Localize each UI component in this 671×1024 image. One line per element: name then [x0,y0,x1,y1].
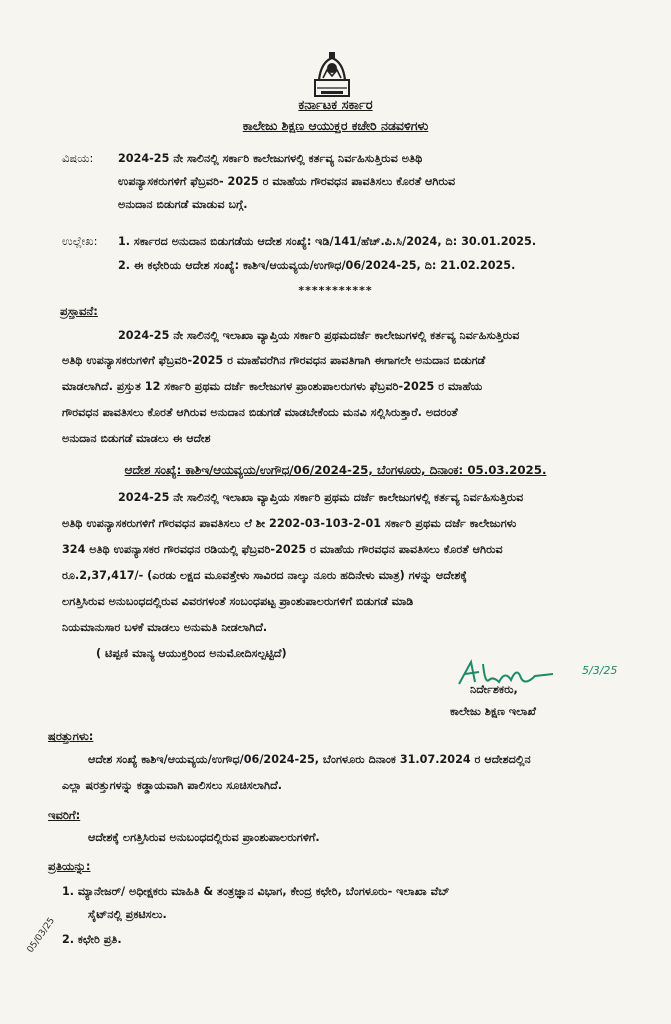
order-line-4: ರೂ.2,37,417/- (ಎರಡು ಲಕ್ಷದ ಮೂವತ್ತೇಳು ಸಾವಿರದ ನಾಲ್ಕು ನೂರು ಹದಿನೇಳು ಮಾತ್ರ) ಗಳನ್ನು ಆದೇಶಕ್ಕೆ [62,569,467,582]
subject-line-1: 2024-25 ನೇ ಸಾಲಿನಲ್ಲಿ ಸರ್ಕಾರಿ ಕಾಲೇಜುಗಳಲ್ಲಿ ಕರ್ತವ್ಯ ನಿರ್ವಹಿಸುತ್ತಿರುವ ಅತಿಥಿ [118,152,423,165]
reference-label: ಉಲ್ಲೇಖ: [62,234,98,248]
preamble-label: ಪ್ರಸ್ತಾವನೆ: [60,304,98,318]
copies-item-2: 2. ಕಛೇರಿ ಪ್ರತಿ. [62,933,122,946]
preamble-line-5: ಅನುದಾನ ಬಿಡುಗಡೆ ಮಾಡಲು ಈ ಆದೇಶ [62,432,211,445]
conditions-line-2: ಎಲ್ಲಾ ಷರತ್ತುಗಳನ್ನು ಕಡ್ಡಾಯವಾಗಿ ಪಾಲಿಸಲು ಸೂಚಿಸಲಾಗಿದೆ. [62,779,283,792]
subject-line-3: ಅನುದಾನ ಬಿಡುಗಡೆ ಮಾಡುವ ಬಗ್ಗೆ. [118,198,248,211]
order-number-title: ಆದೇಶ ಸಂಖ್ಯೆ: ಕಾಶಿಇ/ಆಯವ್ಯಯ/ಉಗೌಧ/06/2024-25, ಬೆಂಗಳೂರು, ದಿನಾಂಕ: 05.03.2025. [124,463,547,477]
signatory-office: ಕಾಲೇಜು ಶಿಕ್ಷಣ ಇಲಾಖೆ [450,705,536,718]
order-note: ( ಟಿಪ್ಪಣಿ ಮಾನ್ಯ ಆಯುಕ್ತರಿಂದ ಅನುಮೋದಿಸಲ್ಪಟ್ಟಿದೆ) [96,647,287,660]
state-emblem-icon [309,50,355,100]
order-line-2: ಅತಿಥಿ ಉಪನ್ಯಾಸಕರುಗಳಿಗೆ ಗೌರವಧನ ಪಾವತಿಸಲು ಲೆ ಶೀ 2202-03-103-2-01 ಸರ್ಕಾರಿ ಪ್ರಥಮ ದರ್ಜೆ ಕಾಲೇಜುಗಳು [62,517,517,530]
copies-item-1-line-1: 1. ಮ್ಯಾನೇಜರ್/ ಅಧೀಕ್ಷಕರು ಮಾಹಿತಿ & ತಂತ್ರಜ್ಞಾನ ವಿಭಾಗ, ಕೇಂದ್ರ ಕಛೇರಿ, ಬೆಂಗಳೂರು- ಇಲಾಖಾ ವೆಬ್ [62,885,450,898]
preamble-line-1: 2024-25 ನೇ ಸಾಲಿನಲ್ಲಿ ಇಲಾಖಾ ವ್ಯಾಪ್ತಿಯ ಸರ್ಕಾರಿ ಪ್ರಥಮದರ್ಜೆ ಕಾಲೇಜುಗಳಲ್ಲಿ ಕರ್ತವ್ಯ ನಿರ್ವಹಿಸುತ್ತಿರುವ [118,329,520,342]
handwritten-date-note: 05/03/25 [25,916,58,955]
preamble-line-4: ಗೌರವಧನ ಪಾವತಿಸಲು ಕೊರತೆ ಆಗಿರುವ ಅನುದಾನ ಬಿಡುಗಡೆ ಮಾಡಬೇಕೆಂದು ಮನವಿ ಸಲ್ಲಿಸಿರುತ್ತಾರೆ. ಅದರಂತೆ [62,406,458,419]
separator-stars: *********** [298,284,373,297]
order-line-3: 324 ಅತಿಥಿ ಉಪನ್ಯಾಸಕರ ಗೌರವಧನ ರಡಿಯಲ್ಲಿ ಫೆಬ್ರವರಿ-2025 ರ ಮಾಹೆಯ ಗೌರವಧನ ಪಾವತಿಸಲು ಕೊರತೆ ಆಗಿರುವ [62,543,503,556]
copies-item-1-line-2: ಸೈಟ್‌ನಲ್ಲಿ ಪ್ರಕಟಿಸಲು. [88,908,167,921]
government-title: ಕರ್ನಾಟಕ ಸರ್ಕಾರ [298,98,373,113]
to-line: ಆದೇಶಕ್ಕೆ ಲಗತ್ತಿಸಿರುವ ಅನುಬಂಧದಲ್ಲಿರುವ ಪ್ರಾಂಶುಪಾಲರುಗಳಿಗೆ. [88,831,320,844]
office-title: ಕಾಲೇಜು ಶಿಕ್ಷಣ ಆಯುಕ್ತರ ಕಚೇರಿ ನಡವಳಿಗಳು [242,118,429,133]
copies-label: ಪ್ರತಿಯನ್ನು: [48,859,91,873]
signature-date: 5/3/25 [582,664,618,677]
preamble-line-3: ಮಾಡಲಾಗಿದೆ. ಪ್ರಸ್ತುತ 12 ಸರ್ಕಾರಿ ಪ್ರಥಮ ದರ್ಜೆ ಕಾಲೇಜುಗಳ ಪ್ರಾಂಶುಪಾಲರುಗಳು ಫೆಬ್ರವರಿ-2025 ರ ಮಾಹೆಯ [62,380,483,393]
subject-line-2: ಉಪನ್ಯಾಸಕರುಗಳಿಗೆ ಫೆಬ್ರವರಿ- 2025 ರ ಮಾಹೆಯ ಗೌರವಧನ ಪಾವತಿಸಲು ಕೊರತೆ ಆಗಿರುವ [118,175,456,188]
conditions-line-1: ಆದೇಶ ಸಂಖ್ಯೆ ಕಾಶಿಇ/ಆಯವ್ಯಯ/ಉಗೌಧ/06/2024-25, ಬೆಂಗಳೂರು ದಿನಾಂಕ 31.07.2024 ರ ಆದೇಶದಲ್ಲಿನ [88,753,531,766]
reference-line-1: 1. ಸರ್ಕಾರದ ಅನುದಾನ ಬಿಡುಗಡೆಯ ಆದೇಶ ಸಂಖ್ಯೆ: ಇಡಿ/141/ಹೆಚ್.ಪಿ.ಸಿ/2024, ದಿ: 30.01.2025. [118,235,537,248]
signatory-designation: ನಿರ್ದೇಶಕರು, [470,683,518,696]
reference-line-2: 2. ಈ ಕಛೇರಿಯ ಆದೇಶ ಸಂಖ್ಯೆ: ಕಾಶಿಇ/ಆಯವ್ಯಯ/ಉಗೌಧ/06/2024-25, ದಿ: 21.02.2025. [118,259,516,272]
subject-label: ವಿಷಯ: [62,151,94,165]
order-line-6: ನಿಯಮಾನುಸಾರ ಬಳಕೆ ಮಾಡಲು ಅನುಮತಿ ನೀಡಲಾಗಿದೆ. [62,621,268,634]
to-label: ಇವರಿಗೆ: [48,808,81,822]
order-line-1: 2024-25 ನೇ ಸಾಲಿನಲ್ಲಿ ಇಲಾಖಾ ವ್ಯಾಪ್ತಿಯ ಸರ್ಕಾರಿ ಪ್ರಥಮ ದರ್ಜೆ ಕಾಲೇಜುಗಳಲ್ಲಿ ಕರ್ತವ್ಯ ನಿರ್ವಹಿಸುತ್ತಿರುವ [118,491,524,504]
order-line-5: ಲಗತ್ತಿಸಿರುವ ಅನುಬಂಧದಲ್ಲಿರುವ ವಿವರಗಳಂತೆ ಸಂಬಂಧಪಟ್ಟ ಪ್ರಾಂಶುಪಾಲರುಗಳಿಗೆ ಬಿಡುಗಡೆ ಮಾಡಿ [62,595,414,608]
conditions-label: ಷರತ್ತುಗಳು: [48,729,94,743]
preamble-line-2: ಅತಿಥಿ ಉಪನ್ಯಾಸಕರುಗಳಿಗೆ ಫೆಬ್ರವರಿ-2025 ರ ಮಾಹೆವರೆಗಿನ ಗೌರವಧನ ಪಾವತಿಗಾಗಿ ಈಗಾಗಲೇ ಅನುದಾನ ಬಿಡುಗಡೆ [62,354,486,367]
